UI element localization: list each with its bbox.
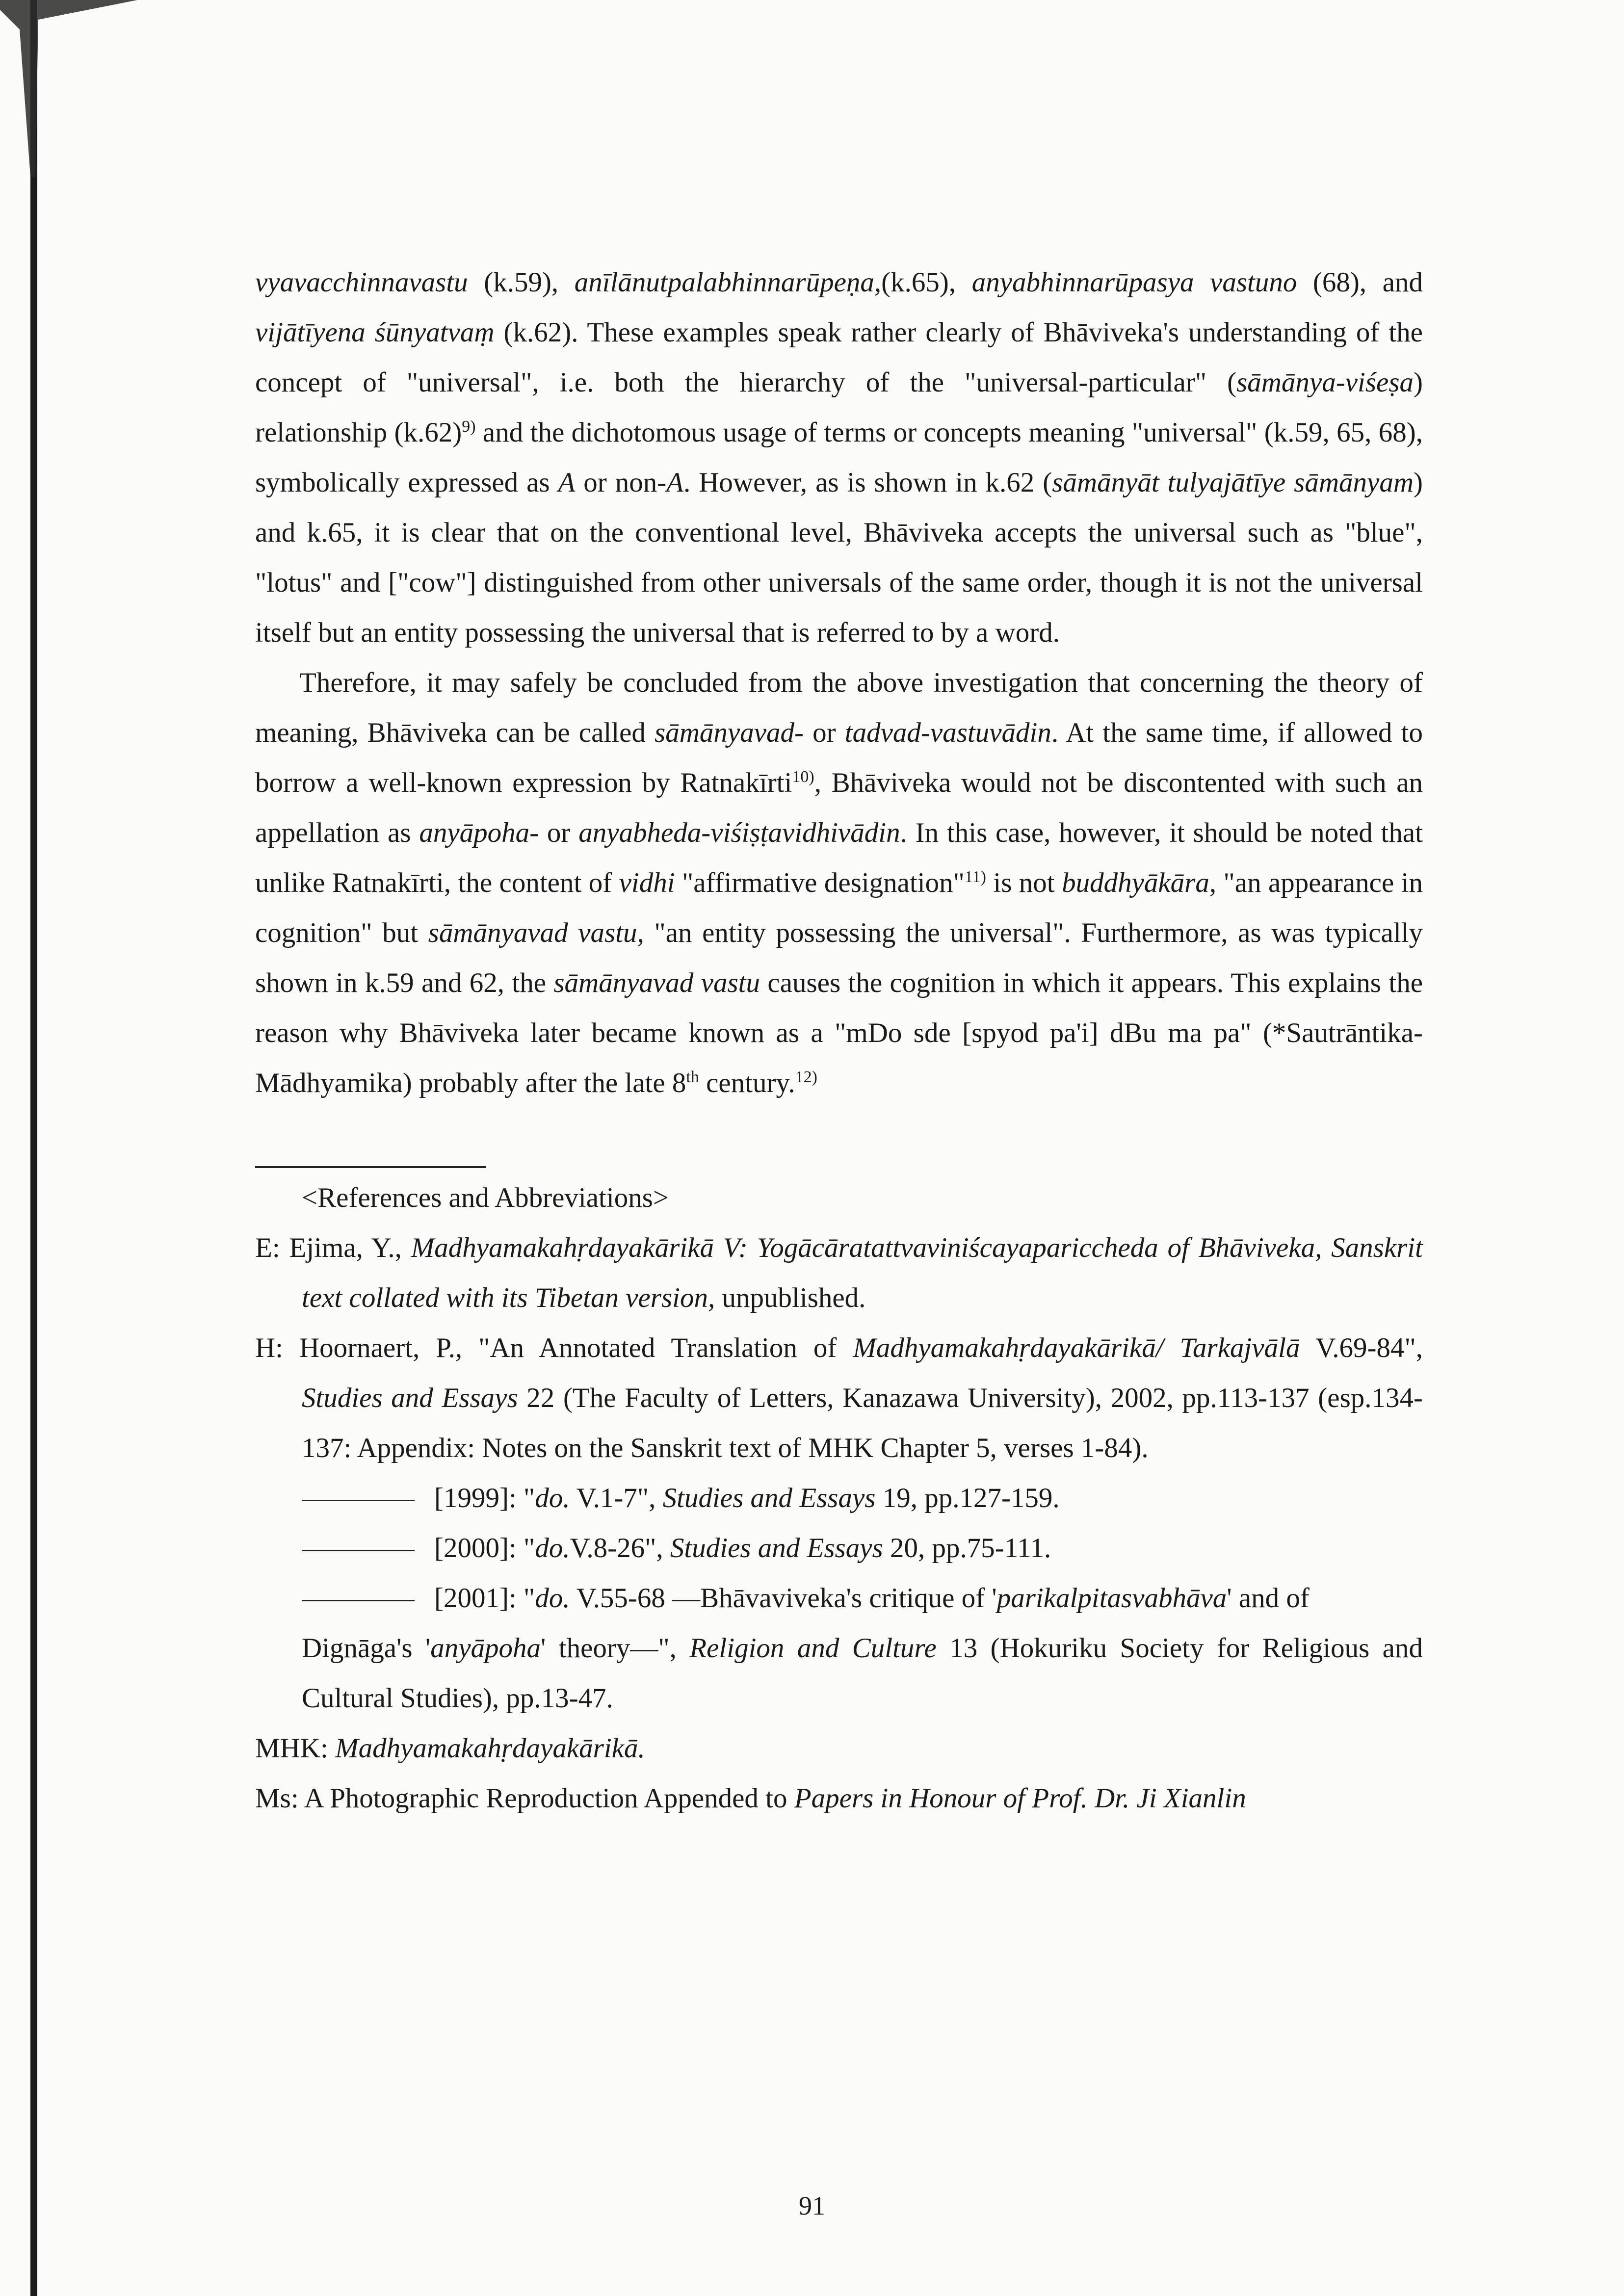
- footnote-ref: 10): [792, 768, 814, 786]
- paragraph-2: Therefore, it may safely be concluded from the above investigation that concerning the theory of meaning, Bhāviveka can be called sāmānyavad- or tadvad-vastuvādin. At the same time, if allowed to borrow a well-known expression by Ratnakīrti$^{10)}$, Bhāviveka would not be discontented with such an appellation as anyāpoha- or anyabheda-viśiṣṭavidhivādin. In this case, however, it should be noted that unlike Ratnakīrti, the content of vidhi "affirmative designation"$^{11)}$ is not buddhyākāra, "an appearance in cognition" but sāmānyavad vastu, "an entity possessing the universal". Furthermore, as was typically shown in k.59 and 62, the sāmānyavad vastu causes the cognition in which it appears. This explains the reason why Bhāviveka later became known as a "mDo sde [spyod pa'i] dBu ma pa" (*Sautrāntika-Mādhyamika) probably after the late 8th century.$^{12)}$: [255, 667, 1423, 1098]
- reference-entry-e: E: Ejima, Y., Madhyamakahṛdayakārikā V: Yogācāratattvaviniścayapariccheda of Bhāviveka, Sanskrit text collated with its Tibetan version, unpublished.: [255, 1232, 1423, 1313]
- ditto-dash: [302, 1600, 415, 1601]
- reference-entry-mhk: MHK: Madhyamakahṛdayakārikā.: [255, 1733, 645, 1764]
- ditto-dash: [302, 1500, 415, 1501]
- references-heading: <References and Abbreviations>: [302, 1182, 669, 1213]
- reference-entry-h-2000: [2000]: "do.V.8-26", Studies and Essays 20, pp.75-111.: [255, 1523, 1423, 1573]
- references-section: [255, 1173, 1423, 1824]
- footnote-ref: 12): [795, 1068, 817, 1086]
- footnote-ref: 11): [964, 868, 986, 886]
- paragraph-1: vyavacchinnavastu (k.59), anīlānutpalabhinnarūpeṇa,(k.65), anyabhinnarūpasya vastuno (68), and vijātīyena śūnyatvaṃ (k.62). These examples speak rather clearly of Bhāviveka's understanding of the concept of "universal", i.e. both the hierarchy of the "universal-particular" (sāmānya-viśeṣa) relationship $(k.62)^{9)}$ and the dichotomous usage of terms or concepts meaning "universal" (k.59, 65, 68), symbolically expressed as A or non-A. However, as is shown in k.62 (sāmānyāt tulyajātīye sāmānyam) and k.65, it is clear that on the conventional level, Bhāviveka accepts the universal such as "blue", "lotus" and ["cow"] distinguished from other universals of the same order, though it is not the universal itself but an entity possessing the universal that is referred to by a word.: [255, 267, 1423, 648]
- reference-entry-ms: Ms: A Photographic Reproduction Appended to Papers in Honour of Prof. Dr. Ji Xianlin: [255, 1783, 1246, 1814]
- footnote-divider: [255, 1166, 486, 1168]
- page-number: 91: [799, 2191, 825, 2220]
- reference-entry-h-2001: [2001]: "do. V.55-68 —Bhāvaviveka's critique of 'parikalpitasvabhāva' and of Dignāga's 'anyāpoha' theory—", Religion and Culture 13 (Hokuriku Society for Religious and Cultural Studies), pp.13-47.: [302, 1583, 1423, 1714]
- footnote-ref: 9): [462, 417, 476, 436]
- reference-entry-h: H: Hoornaert, P., "An Annotated Translation of Madhyamakahṛdayakārikā/ Tarkajvālā V.69-84", Studies and Essays 22 (The Faculty of Letters, Kanazawa University), 2002, pp.113-137 (esp.134-137: Appendix: Notes on the Sanskrit text of MHK Chapter 5, verses 1-84).: [255, 1332, 1423, 1463]
- page-body: [255, 258, 1423, 1824]
- binding-shadow: [0, 0, 137, 177]
- binding-edge: [30, 0, 37, 2296]
- ditto-dash: [302, 1550, 415, 1551]
- reference-entry-h-1999: [1999]: "do. V.1-7", Studies and Essays 19, pp.127-159.: [255, 1473, 1423, 1523]
